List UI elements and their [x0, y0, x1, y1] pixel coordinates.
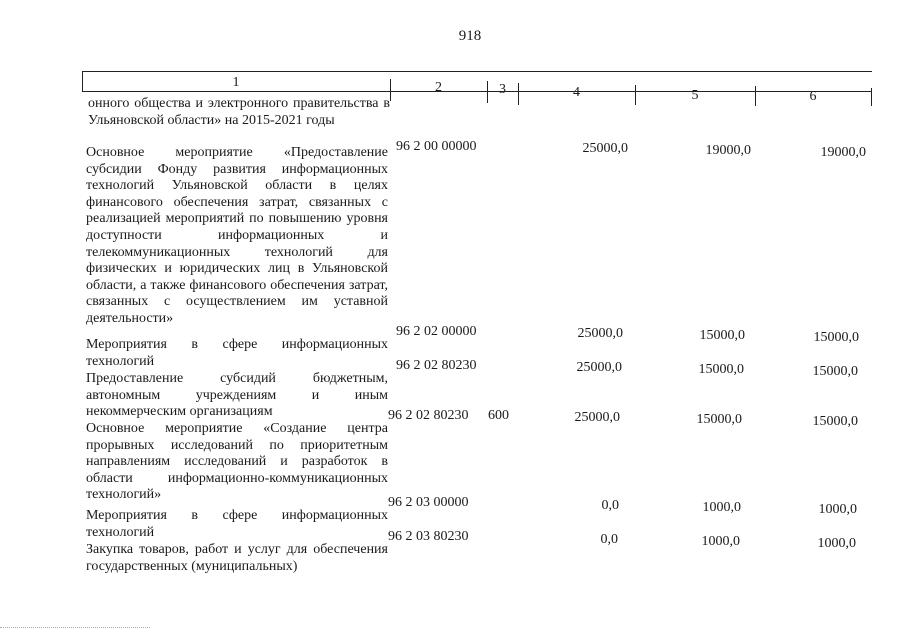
row-code: 96 2 02 00000	[396, 324, 477, 339]
row-code: 96 2 02 80230	[388, 408, 469, 423]
row-vr: 600	[488, 408, 509, 423]
row-value-col4: 25000,0	[574, 410, 620, 425]
row-value-col4: 25000,0	[577, 326, 623, 341]
row-value-col6: 15000,0	[813, 330, 859, 345]
row-description: онного общества и электронного правительства в Ульяновской области» на 2015-2021 годы	[88, 96, 390, 128]
row-description: Основное мероприятие «Создание центра прорывных исследований по приоритетным направлениям исследований и разработок в области информационно-коммуникационных технологий»	[86, 421, 388, 503]
row-description: Закупка товаров, работ и услуг для обеспечения государственных (муниципальных)	[86, 542, 388, 574]
header-col-4: 4	[573, 85, 580, 100]
row-value-col6: 1000,0	[817, 536, 856, 551]
row-value-col6: 1000,0	[818, 502, 857, 517]
row-value-col6: 15000,0	[812, 364, 858, 379]
row-value-col4: 0,0	[601, 498, 619, 513]
header-col-5: 5	[691, 88, 699, 103]
row-value-col5: 1000,0	[701, 534, 740, 549]
row-description: Мероприятия в сфере информационных технологий	[86, 508, 388, 540]
row-code: 96 2 02 80230	[396, 358, 477, 373]
row-code: 96 2 03 80230	[388, 529, 469, 544]
header-col-2: 2	[435, 80, 442, 95]
row-value-col6: 15000,0	[812, 414, 858, 429]
row-description: Мероприятия в сфере информационных технологий	[86, 337, 388, 369]
page-number: 918	[458, 28, 482, 44]
row-value-col5: 15000,0	[696, 412, 742, 427]
header-col-1: 1	[232, 75, 240, 90]
row-value-col4: 0,0	[600, 532, 618, 547]
row-value-col5: 15000,0	[698, 362, 744, 377]
row-code: 96 2 00 00000	[396, 139, 477, 154]
header-col-6: 6	[809, 89, 817, 104]
row-value-col5: 1000,0	[702, 500, 741, 515]
row-code: 96 2 03 00000	[388, 495, 469, 510]
row-value-col5: 19000,0	[705, 143, 751, 158]
row-description: Предоставление субсидий бюджетным, автономным учреждениям и иным некоммерческим организациям	[86, 371, 388, 420]
row-value-col4: 25000,0	[576, 360, 622, 375]
header-col-3: 3	[499, 82, 506, 97]
header-top-border	[82, 71, 872, 72]
scan-artifact-dots	[0, 627, 150, 629]
row-description: Основное мероприятие «Предоставление субсидии Фонду развития информационных технологий Ульяновской области в целях финансового обеспечения затрат, связанных с реализацией мероприятий по повышению уровня доступности информационных и телекоммуникационных технологий для физических и юридических лиц в Ульяновской области, а также финансового обеспечения затрат, связанных с осуществлением им уставной деятельности»	[86, 145, 388, 326]
header-divider	[871, 88, 872, 106]
row-value-col6: 19000,0	[820, 145, 866, 160]
row-value-col5: 15000,0	[699, 328, 745, 343]
row-value-col4: 25000,0	[582, 141, 628, 156]
